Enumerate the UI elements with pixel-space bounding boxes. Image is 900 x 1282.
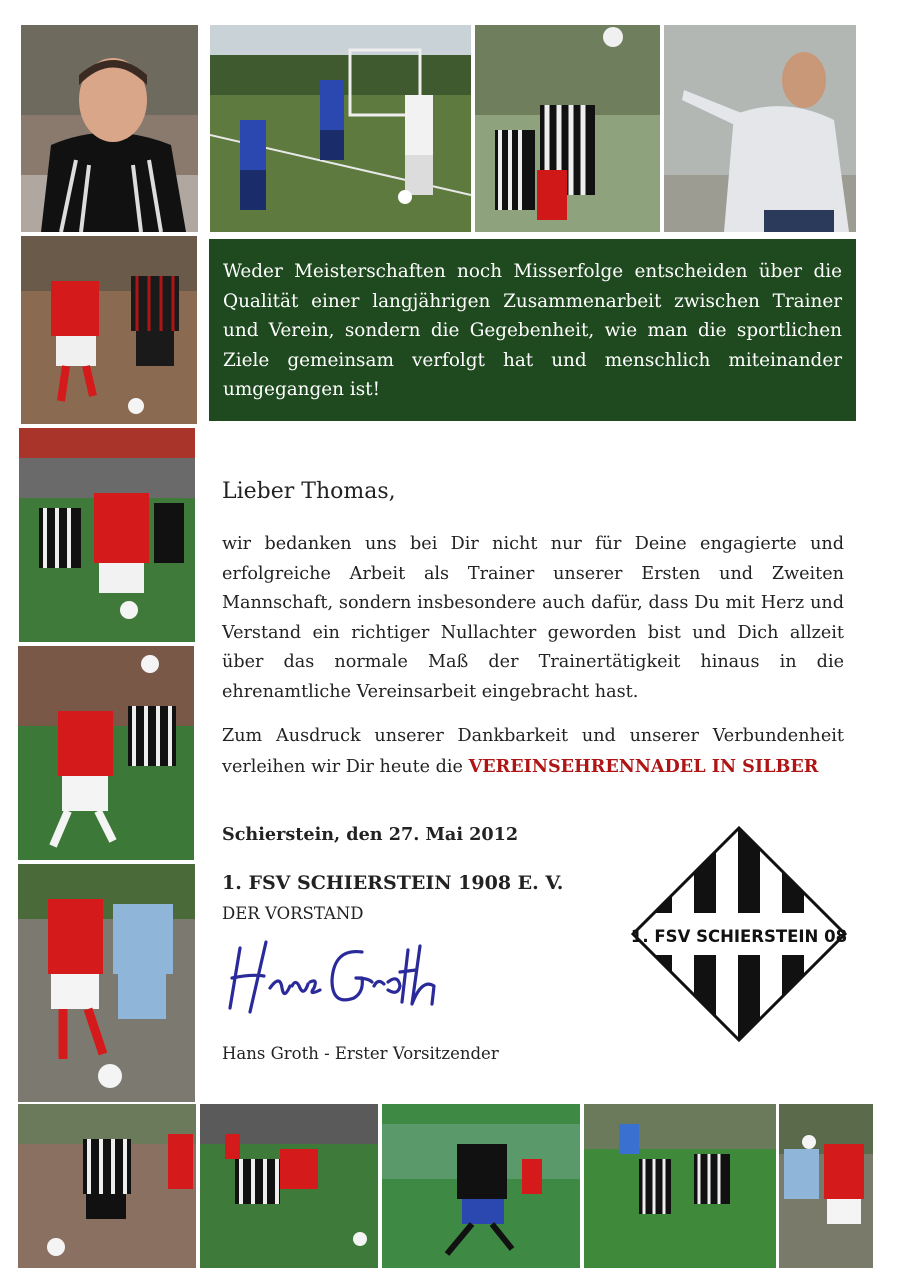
photo-red-vs-lightblue [18, 864, 195, 1102]
signer-name: Hans Groth - Erster Vorsitzender [222, 1044, 499, 1063]
photo-match-blue-team [210, 25, 471, 232]
photo-coach-pointing [664, 25, 856, 232]
photo-red-vs-black [21, 236, 197, 424]
photo-bottom-5 [779, 1104, 873, 1268]
award-name: VEREINSEHRENNADEL IN SILBER [468, 755, 819, 777]
quote-text: Weder Meisterschaften noch Misserfolge entscheiden über die Qualität einer langjährigen Zusammenarbeit zwischen Trainer und Verein, sondern die Gegebenheit, wie man die sportlichen Ziele gemeinsam verfolgt hat und menschlich miteinander umgegangen ist! [223, 261, 842, 400]
photo-header-duel [475, 25, 660, 232]
salutation: Lieber Thomas, [222, 479, 396, 504]
photo-coach-portrait [21, 25, 198, 232]
club-logo-text: 1. FSV SCHIERSTEIN 08 [630, 927, 848, 946]
place-date: Schierstein, den 27. Mai 2012 [222, 824, 519, 845]
photo-bottom-4 [584, 1104, 776, 1268]
photo-bottom-1 [18, 1104, 196, 1268]
photo-bottom-2 [200, 1104, 378, 1268]
quote-box [209, 239, 856, 421]
club-name: 1. FSV SCHIERSTEIN 1908 E. V. [222, 872, 564, 894]
photo-bottom-3 [382, 1104, 580, 1268]
photo-number-11-player [18, 646, 194, 860]
photo-red-player-dribbling [19, 428, 195, 642]
letter-paragraph-2 [222, 722, 844, 782]
letter-paragraph-1: wir bedanken uns bei Dir nicht nur für Deine engagierte und erfolgreiche Arbeit als Trainer unserer Ersten und Zweiten Mannschaft, sondern insbesondere auch dafür, dass Du mit Herz und Verstand ein richtiger Nullachter geworden bist und Dich allzeit über das normale Maß der Trainertätigkeit hinaus in die ehrenamtliche Vereinsarbeit eingebracht hast. [222, 534, 844, 702]
letter-paragraph-2-intro: Zum Ausdruck unserer Dankbarkeit und unserer Verbundenheit verleihen wir Dir heute die [222, 726, 844, 777]
signature-image [222, 930, 462, 1030]
club-logo [630, 825, 848, 1043]
board-label: DER VORSTAND [222, 904, 364, 923]
